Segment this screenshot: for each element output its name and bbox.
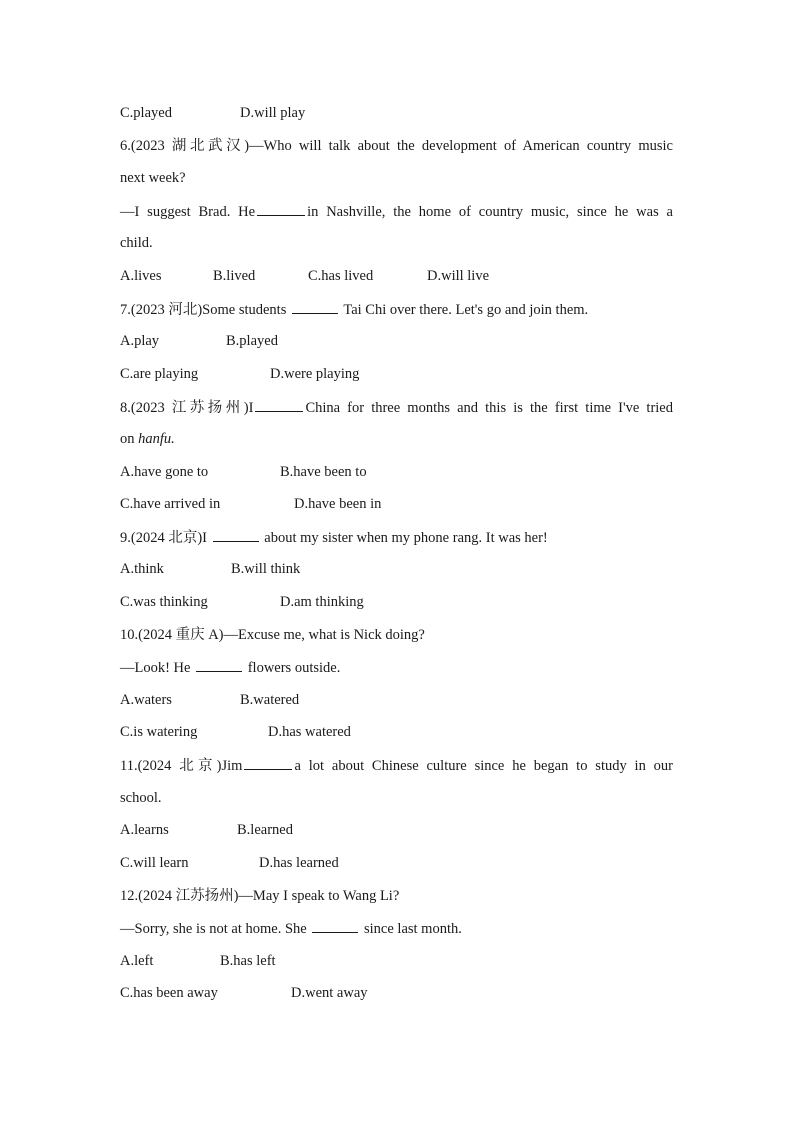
q7-option-b: B.played (226, 333, 278, 349)
q11-number: 11.(2024 北京) (120, 758, 222, 774)
q9-blank (213, 527, 259, 542)
q7-option-c: C.are playing (120, 366, 199, 382)
q8-option-a: A.have gone to (120, 464, 209, 480)
q7-number: 7.(2023 河北) (120, 302, 203, 318)
q6-option-d: D.will live (427, 268, 490, 284)
q8-option-d: D.have been in (294, 496, 382, 512)
q11-blank (244, 755, 292, 770)
q9-option-b: B.will think (231, 561, 301, 577)
q12-option-a: A.left (120, 953, 154, 969)
q9-option-a: A.think (120, 561, 164, 577)
q6-option-c: C.has lived (308, 268, 374, 284)
q10-option-b: B.watered (240, 692, 300, 708)
q11-option-b: B.learned (237, 822, 293, 838)
q5-option-c: C.played (120, 105, 172, 121)
q9-option-c: C.was thinking (120, 594, 208, 610)
q7-stem: 7.(2023 河北)Some students Tai Chi over there. Let's go and join them. (120, 299, 588, 320)
q10-stem: 10.(2024 重庆 A)—Excuse me, what is Nick doing? (120, 627, 425, 643)
q8-hanfu: hanfu. (138, 431, 175, 447)
q10-option-c: C.is watering (120, 724, 198, 740)
q10-number: 10.(2024 重庆 A) (120, 627, 224, 643)
q6-reply-line1: —I suggest Brad. He in Nashville, the home of country music, since he was a (120, 201, 673, 222)
q11-option-a: A.learns (120, 822, 169, 838)
q9-number: 9.(2024 北京) (120, 530, 203, 546)
q7-blank (292, 299, 338, 314)
q12-option-b: B.has left (220, 953, 276, 969)
q8-option-b: B.have been to (280, 464, 367, 480)
q12-stem: 12.(2024 江苏扬州)—May I speak to Wang Li? (120, 888, 400, 904)
q6-stem-line1 (120, 136, 673, 156)
q6-blank (257, 201, 305, 216)
q12-reply: —Sorry, she is not at home. She since last month. (120, 918, 462, 939)
q6-option-a: A.lives (120, 268, 162, 284)
q10-blank (196, 657, 242, 672)
q8-stem-line2: on hanfu. (120, 431, 175, 447)
q10-option-a: A.waters (120, 692, 172, 708)
q6-reply-line2: child. (120, 235, 153, 251)
q9-stem: 9.(2024 北京)I about my sister when my phone rang. It was her! (120, 527, 548, 548)
q8-option-c: C.have arrived in (120, 496, 221, 512)
q6-option-b: B.lived (213, 268, 256, 284)
q6-stem1: —Who will talk about the development of American country music (249, 138, 673, 154)
q10-option-d: D.has watered (268, 724, 351, 740)
q12-option-d: D.went away (291, 985, 368, 1001)
q6-stem-line2: next week? (120, 170, 186, 186)
q12-blank (312, 918, 358, 933)
q11-option-c: C.will learn (120, 855, 189, 871)
q12-number: 12.(2024 江苏扬州) (120, 888, 239, 904)
q6-number: 6.(2023 湖北武汉) (120, 138, 250, 154)
q11-stem-line2: school. (120, 790, 162, 806)
q10-reply: —Look! He flowers outside. (120, 657, 340, 678)
q8-number: 8.(2023 江苏扬州) (120, 400, 249, 416)
q8-stem-line1: 8.(2023 江苏扬州)I China for three months and this is the first time I've tried (120, 397, 673, 418)
q9-option-d: D.am thinking (280, 594, 364, 610)
q7-option-a: A.play (120, 333, 160, 349)
q5-option-d: D.will play (240, 105, 306, 121)
q12-option-c: C.has been away (120, 985, 218, 1001)
q11-stem-line1: 11.(2024 北京)Jim a lot about Chinese culture since he began to study in our (120, 755, 673, 776)
q7-option-d: D.were playing (270, 366, 360, 382)
q11-option-d: D.has learned (259, 855, 339, 871)
q8-blank (255, 397, 303, 412)
